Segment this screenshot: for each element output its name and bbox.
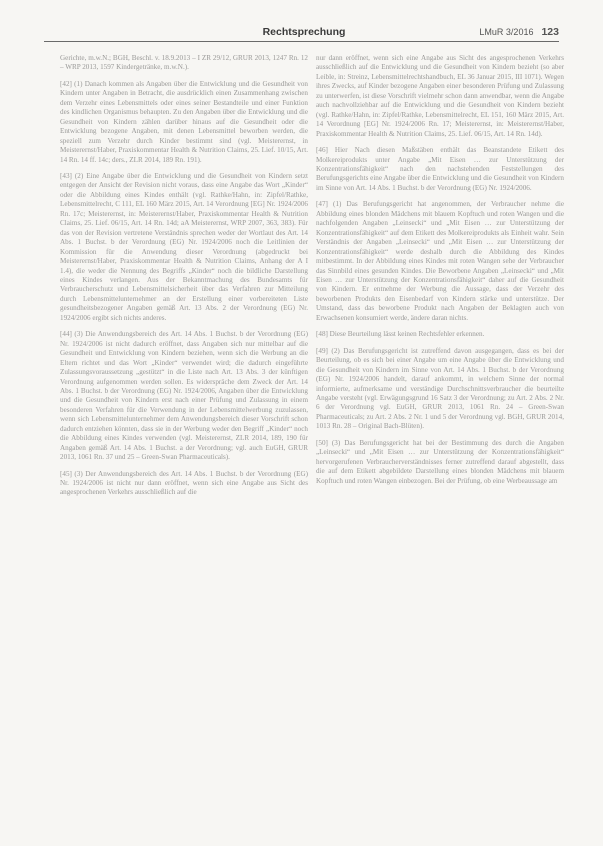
paragraph: [42] (1) Danach kommen als Angaben über die Entwicklung und die Gesundheit von Kindern unter Angaben in Betracht, die ausdrücklich einen Zusammenhang zwischen dem Verzehr eines Lebensmittels oder eines seiner Bestandteile und einer Funktion des kindlichen Organismus behaupten. Zu den Angaben über die Entwicklung und die Gesundheit von Kindern zählen darüber hinaus auf die Gesundheit oder die Entwicklung bezogene Angaben, mit denen Lebensmittel beworben werden, die speziell zum Verzehr durch Kinder bestimmt sind (vgl. Meisterernst, in Meisterernst/Haber, Praxiskommentar Health & Nutrition Claims, 25. Lief. 10/15, Art. 14 Rn. 14 ff. 14c; ders., ZLR 2014, 189 Rn. 191).: [60, 79, 308, 164]
paragraph: [46] Hier Nach diesen Maßstäben enthält das Beanstandete Etikett des Molkereiprodukts unter Angabe „Mit Eisen … zur Unterstützung der Konzentrationsfähigkeit“ nach den nachstehenden Feststellungen des Berufungsgerichts eine Angabe über die Entwicklung und die Gesundheit von Kindern im Sinne von Art. 14 Abs. 1 Buchst. b der Verordnung (EG) Nr. 1924/2006.: [316, 146, 564, 192]
paragraph: [47] (1) Das Berufungsgericht hat angenommen, der Verbraucher nehme die Abbildung eines blonden Mädchens mit blauem Kopftuch und roten Wangen und die nachfolgenden Angaben „Leinsecki“ und „Mit Eisen … zur Unterstützung der Konzentrationsfähigkeit“ auf dem Etikett des Molkereiprodukts als Einheit wahr. Sein Verständnis der Angaben „Leinsecki“ und „Mit Eisen … zur Unterstützung der Konzentrationsfähigkeit“ werde deshalb durch die Abbildung des Kindes mitbestimmt. In der Abbildung eines Kindes mit roten Wangen sehe der Verbraucher das Sinnbild eines gesunden Kindes. Die Beworbene Angaben „Leinsecki“ und „Mit Eisen … zur Unterstützung der Konzentrationsfähigkeit“ daher auf die Gesundheit von Kindern. Er entnehme der Werbung die Aussage, dass der Verzehr des beworbenen Produkts den Eisenbedarf von Kindern stärke und unterstütze. Der Umstand, dass das beworbene Produkt nach Angaben der Beklagten auch von Erwachsenen konsumiert werde, ändere daran nichts.: [316, 200, 564, 322]
header-rule: [44, 41, 559, 42]
left-column: [60, 54, 308, 505]
section-title: Rechtsprechung: [262, 26, 346, 38]
paragraph: nur dann eröffnet, wenn sich eine Angabe aus Sicht des angesprochenen Verkehrs ausschließlich auf die Entwicklung und die Gesundheit von Kindern bezieht (so aber Leible, in: Streinz, Lebensmittelrechtshandbuch, EL 36 Januar 2015, III 1071). Wegen ihres Zwecks, auf Kinder bezogene Angaben einer besonderen Prüfung und Zulassung zu unterwerfen, ist diese Vorschrift vielmehr schon dann anwendbar, wenn die Angabe auch nachvollziehbar auf die Entwicklung und die Gesundheit von Kindern bezieht (vgl. Rathke/Hahn, in: Zipfel/Rathke, Lebensmittelrecht, EL 151, 160 März 2015, Art. 14 Verordnung [EG] Nr. 1924/2006 Rn. 17; Meisterernst, in: Meisterernst/Haber, Praxiskommentar Health & Nutrition Claims, 25. Lief. 06/15, Art. 14 Rn. 14d).: [316, 54, 564, 138]
paragraph: [49] (2) Das Berufungsgericht ist zutreffend davon ausgegangen, dass es bei der Beurteilung, ob es sich bei einer Angabe um eine Angabe über die Entwicklung und die Gesundheit von Kindern im Sinne von Art. 14 Abs. 1 Buchst. b der Verordnung (EG) Nr. 1924/2006 handelt, darauf ankommt, in welchem Sinne der normal informierte, aufmerksame und verständige Durchschnittsverbraucher die beurteilte Angabe versteht (vgl. Erwägungsgrund 16 Satz 3 der Verordnung; zu Art. 2 Abs. 2 Nr. 6 der Verordnung vgl. EuGH, GRUR 2013, 1061 Rn. 24 – Green-Swan Pharmaceuticals; zu Art. 2 Abs. 2 Nr. 1 und 5 der Verordnung vgl. BGH, GRUR 2014, 1013 Rn. 28 – Original Bach-Blüten).: [316, 346, 564, 431]
page-header: [0, 24, 603, 46]
paragraph: [45] (3) Der Anwendungsbereich des Art. 14 Abs. 1 Buchst. b der Verordnung (EG) Nr. 1924/2006 ist nicht nur dann eröffnet, wenn sich eine Angabe aus Sicht des angesprochenen Verkehrs ausschließlich auf die: [60, 469, 308, 497]
paragraph: [43] (2) Eine Angabe über die Entwicklung und die Gesundheit von Kindern setzt entgegen der Ansicht der Revision nicht voraus, dass eine Angabe das Wort „Kinder“ oder die Abbildung eines Kindes enthält (vgl. Rathke/Hahn, in: Zipfel/Rathke, Lebensmittelrecht, C 111, EL 160 März 2015, Art. 14 Verordnung [EG] Nr. 1924/2006 Rn. 17c; Meisterernst, in: Meisterernst/Haber, Praxiskommentar Health & Nutrition Claims, 25. Lief. 06/15, Art. 14 Rn. 14d; aA Meisterernst, WRP 2007, 363, 383). Für das von der Revision vertretene Verständnis sprechen weder der Wortlaut des Art. 14 Abs. 1 Buchst. b der Verordnung (EG) Nr. 1924/2006 noch die Leitlinien der Kommission für die Anwendung dieser Verordnung (abgedruckt bei Meisterernst/Haber, Praxiskommentar Health & Nutrition Claims, Anhang der A I 1.4), die weder die Nennung des Begriffs „Kinder“ noch die bildliche Darstellung eines Kindes verlangen. Aus der Bekanntmachung des Bundesamts für Verbraucherschutz und Lebensmittelsicherheit über das Verfahren zur Mitteilung durch Lebensmittelunternehmer an der Erstellung einer vorbereiteten Liste gesundheitsbezogener Angaben gemäß Art. 13 Abs. 2 der Verordnung (EG) Nr. 1924/2006 ergibt sich nichts anderes.: [60, 171, 308, 322]
issue-number: LMuR 3/2016: [479, 27, 534, 37]
right-column: [316, 54, 564, 493]
paragraph: [44] (3) Die Anwendungsbereich des Art. 14 Abs. 1 Buchst. b der Verordnung (EG) Nr. 1924/2006 ist nicht dadurch eröffnet, dass Angaben sich nur mittelbar auf die Gesundheit und Entwicklung von Kindern beziehen, wenn sich die Werbung an die Eltern richtet und das Wort „Kinder“ verwendet wird; die dadurch eingeführte Zulassungsvoraussetzung „gestützt“ in die Liste nach Art. 13 Abs. 3 der künftigen Verordnung aufgenommen werden sollen. Es widerspräche dem Zweck der Art. 14 Abs. 1 Buchst. b der Verordnung (EG) Nr. 1924/2006, Angaben über die Entwicklung und die Gesundheit von Kindern erst nach einer Prüfung und Zulassung in einem besonderen Verfahren für die Verwendung in der Lebensmittelwerbung zuzulassen, wenn sich Lebensmittelunternehmer dem Anwendungsbereich dieser Vorschrift schon dadurch entziehen könnten, dass sie in der Werbung weder den Begriff „Kinder“ noch die Abbildung eines Kindes verwenden (vgl. Meisterernst, ZLR 2014, 189, 190 für Angaben gemäß Art. 14 Abs. 1 Buchst. a der Verordnung; vgl. auch EuGH, GRUR 2013, 1061 Rn. 37 und 25 – Green-Swan Pharmaceuticals).: [60, 330, 308, 462]
issue-label: [479, 26, 559, 38]
paragraph: [48] Diese Beurteilung lässt keinen Rechtsfehler erkennen.: [316, 330, 485, 339]
paragraph: Gerichte, m.w.N.; BGH, Beschl. v. 18.9.2013 – I ZR 29/12, GRUR 2013, 1247 Rn. 12 – WRP 2013, 1597 Kindergetränke, m.w.N.).: [60, 54, 308, 72]
page-number: 123: [541, 26, 559, 38]
paragraph: [50] (3) Das Berufungsgericht hat bei der Bestimmung des durch die Angaben „Leinsecki“ und „Mit Eisen … zur Unterstützung der Konzentrationsfähigkeit“ hervorgerufenen Verbraucherverständnisses ferner zutreffend darauf abgestellt, dass die auf dem Etikett abgebildete Darstellung eines blonden Mädchens mit blauem Kopftuch und roten Wangen einbezogen. Bei der Prüfung, ob eine Werbeaussage am: [316, 438, 564, 485]
